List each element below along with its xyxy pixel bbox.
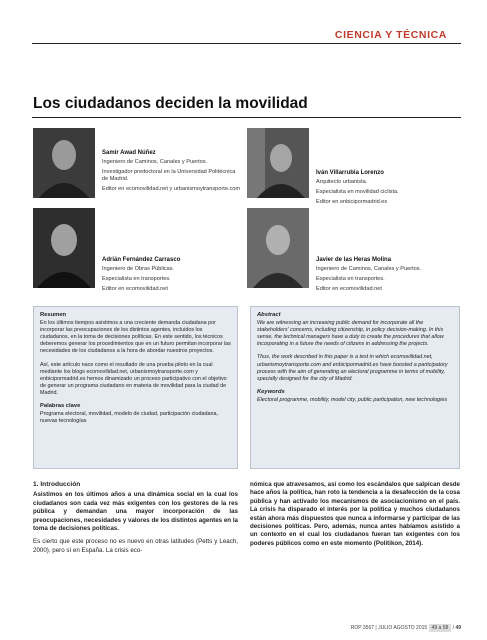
author-photo-javier [247,208,309,288]
resumen-paragraph: Así, este artículo nace como el resultado de una prueba piloto en la cual mediante los blogs ecomovilidad.net, urbanismoytransporte.com y enbicipormadrid.es hemos dinamizado un proceso participativo con el objetivo de generar un programa ciudadano en materia de movilidad para la ciudad de Madrid. [40,361,227,396]
abstract-keywords: Electoral programme, mobility, model city, public participation, new technologies [257,396,448,403]
body-column-2 [250,481,460,553]
author-line: Editor en ecomovilidad.net [316,285,382,292]
author-bio-samir [102,150,242,196]
body-paragraph: Asistimos en los últimos años a una dinámica social en la cual los ciudadanos son cada vez más exigentes con los gestores de la res pública y demandan una mayor incorporación de las preocupaciones, necesidades y valores de los distintos agentes en la toma de decisiones políticas. [33,491,238,533]
author-name: Adrián Fernández Carrasco [102,257,181,263]
resumen-keywords-heading: Palabras clave [40,403,81,410]
author-line: Especialista en transportes. [316,275,385,282]
body-paragraph: nómica que atravesamos, así como los escándalos que salpican desde hace años la política, han roto la tendencia a la desafección de la cosa pública y han activado los mecanismos de asociacionismo en el país. La crisis ha disparado el interés por la política y muchos ciudadanos están ahora más dispuestos que nunca a informarse y participar de las decisiones políticas. Pero, además, nunca antes habíamos asistido a un contexto en el cual los ciudadanos fueran tan exigentes con los poderes públicos como en este momento (Politikon, 2014). [250,481,460,547]
author-name: Iván Villarrubia Lorenzo [316,170,384,176]
section-label: CIENCIA Y TÉCNICA [334,29,447,41]
abstract-box [250,306,460,469]
author-photo-samir [33,128,95,198]
article-title: Los ciudadanos deciden la movilidad [33,95,308,112]
journal-issue: ROP 3567 | JULIO AGOSTO 2015 [350,625,428,631]
resumen-paragraph: En los últimos tiempos asistimos a una creciente demanda ciudadana por incorporar las preocupaciones de los distintos agentes, incluidos los ciudadanos, en la toma de decisiones políticas. En este sentido, los técnicos deberemos generar los procedimientos que en un futuro permitan incorporar las necesidades de los ciudadanos a la hora de abordar nuestros proyectos. [40,320,231,355]
author-line: Investigador predoctoral en la Universidad Politécnica de Madrid. [102,168,236,182]
author-line: Ingeniero de Caminos, Canales y Puertos. [316,265,422,272]
page-footer: ROP 3567 | JULIO AGOSTO 2015 49 a 58 / 49 [350,625,461,631]
resumen-box [33,306,238,469]
abstract-heading: Abstract [257,312,281,318]
body-column-1 [33,481,238,560]
header-rule [32,43,461,44]
author-bio-javier [316,257,456,296]
page-range: 49 a 58 [429,624,452,632]
abstract-paragraph: We are witnessing an increasing public demand for incorporate all the stakeholders' concerns, including citizenship, in policy decision-making. In this sense, the technical managers have a duty to create the procedures that allow incorporating in a future the needs of citizens in addressing the projects. [257,320,444,348]
title-rule [32,117,461,118]
author-photo-ivan [247,128,309,198]
author-name: Javier de las Heras Molina [316,257,392,263]
abstract-keywords-heading: Keywords [257,388,285,395]
author-line: Editor en enbicipormadrid.es [316,198,388,205]
author-line: Editor en ecomovilidad.net y urbanismoytransporte.com [102,186,241,192]
section-heading: 1. Introducción [33,481,81,488]
resumen-heading: Resumen [40,312,67,318]
author-line: Especialista en transportes. [102,275,171,282]
author-line: Ingeniero de Obras Públicas. [102,265,175,272]
author-bio-adrian [102,257,242,296]
body-paragraph: Es cierto que este proceso no es nuevo en otras latitudes (Petts y Leach, 2000), pero sí en España. La crisis eco- [33,538,238,554]
page-number: 49 [455,625,461,631]
author-line: Ingeniero de Caminos, Canales y Puertos. [102,158,208,165]
author-bio-ivan [316,170,456,209]
author-line: Especialista en movilidad ciclista. [316,188,399,195]
author-line: Editor en ecomovilidad.net [102,285,168,292]
abstract-paragraph: Thus, the work described in this paper is a test in which ecomovilidad.net, urbanismoytransporte.com and enbicipormadrid.es have boosted a participatory process with the aim of generating an electoral programme in terms of mobility, specially designed for the city of Madrid. [257,354,448,382]
author-photo-adrian [33,208,95,288]
author-line: Arquitecto urbanista. [316,178,368,185]
resumen-keywords: Programa electoral, movilidad, modelo de ciudad, participación ciudadana, nuevas tecnologías [40,411,218,425]
author-name: Samir Awad Núñez [102,150,156,156]
